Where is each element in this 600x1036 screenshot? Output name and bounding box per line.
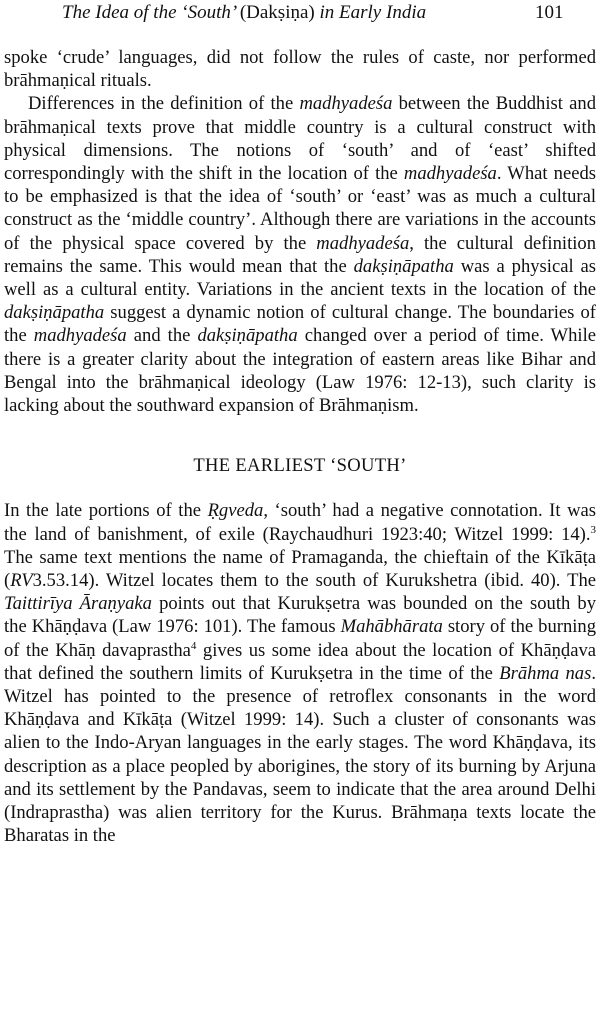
text-span: and the bbox=[126, 325, 198, 347]
italic-term: Ṛgveda bbox=[207, 500, 264, 522]
text-span: The same text mentions the name of Pramaganda, the chieftain of the Kīkāṭa ( bbox=[4, 546, 596, 592]
text-span: 3.53.14). Witzel locates them to the south of Kurukshetra (ibid. 40). The bbox=[32, 570, 596, 592]
text-span: . What needs to be emphasized is that the idea of ‘south’ or ‘east’ was as much a cultural construct as the ‘middle country’. Although there are variations in the accounts of the physical space covered by the bbox=[4, 163, 596, 254]
italic-term: Brāhma nas bbox=[499, 662, 592, 684]
italic-term: Mahābhārata bbox=[340, 616, 443, 638]
italic-term: Taittirīya Āraṇyaka bbox=[4, 593, 152, 615]
footnote-marker[interactable]: 3 bbox=[590, 523, 596, 536]
text-span: . Witzel has pointed to the presence of retroflex consonants in the word Khāṇḍava and Kīkāṭa (Witzel 1999: 14). Such a cluster of consonants was alien to the Indo-Aryan languages in the early stages. The word Khāṇḍava, its description as a place peopled by aborigines, the story of its burning by Arjuna and its settlement by the Pandavas, seem to indicate that the area around Delhi (Indraprastha) was alien territory for the Kurus. Brāhmaṇa texts locate the Bharatas in the bbox=[4, 662, 596, 847]
running-title-part: The Idea of the ‘South’ bbox=[62, 2, 240, 23]
body-text bbox=[4, 46, 596, 848]
text-span: changed over a period of time. While there is a greater clarity about the integration of eastern areas like Bihar and Bengal into the brāhmaṇical ideology (Law 1976: 12-13), such clarity is lacking about the southward expansion of Brāhmaṇism. bbox=[4, 325, 596, 417]
running-title-part: (Dakṣiṇa) bbox=[239, 2, 315, 23]
text-span: Differences in the definition of the bbox=[28, 93, 300, 115]
section-heading: THE EARLIEST ‘SOUTH’ bbox=[193, 455, 407, 477]
text-span: , ‘south’ had a negative connotation. It was the land of banishment, of exile (Raychaudhuri 1923:40; Witzel 1999: 14). bbox=[4, 500, 596, 545]
running-title bbox=[62, 2, 426, 24]
text-span: suggest a dynamic notion of cultural change. The boundaries of the bbox=[4, 302, 596, 347]
page-header bbox=[0, 0, 600, 32]
text-span: was a physical as well as a cultural entity. Variations in the ancient texts in the location of the bbox=[4, 255, 596, 301]
page-number: 101 bbox=[535, 2, 564, 23]
paragraph-1 bbox=[4, 46, 596, 92]
paragraph-2 bbox=[4, 92, 596, 417]
footnote-marker[interactable]: 4 bbox=[190, 639, 197, 652]
italic-term: RV bbox=[10, 570, 33, 592]
text-span: , the cultural definition remains the same. This would mean that the bbox=[4, 232, 596, 277]
text-span: gives us some idea about the location of Khāṇḍava that defined the southern limits of Kurukṣetra in the time of the bbox=[4, 639, 596, 684]
italic-term: madhyadeśa bbox=[299, 93, 393, 115]
text-span: In the late portions of the bbox=[4, 500, 208, 522]
italic-term: dakṣiṇāpatha bbox=[197, 325, 298, 347]
italic-term: madhyadeśa bbox=[316, 232, 410, 254]
text-span: between the Buddhist and brāhmaṇical texts prove that middle country is a cultural construct with physical dimensions. The notions of ‘south’ and of ‘east’ shifted correspondingly with the shift in the location of the bbox=[4, 93, 596, 185]
italic-term: dakṣiṇāpatha bbox=[353, 255, 454, 277]
italic-term: dakṣiṇāpatha bbox=[4, 302, 105, 324]
text-span: points out that Kurukṣetra was bounded on the south by the Khāṇḍava (Law 1976: 101). The famous bbox=[4, 593, 596, 638]
text-span: spoke ‘crude’ languages, did not follow the rules of caste, nor performed brāhmaṇical rituals. bbox=[4, 47, 596, 92]
italic-term: madhyadeśa bbox=[403, 163, 497, 185]
paragraph-3 bbox=[4, 499, 596, 847]
running-title-part: in Early India bbox=[314, 2, 427, 23]
italic-term: madhyadeśa bbox=[33, 325, 127, 347]
text-span: story of the burning of the Khāṇ davaprastha bbox=[4, 616, 596, 661]
